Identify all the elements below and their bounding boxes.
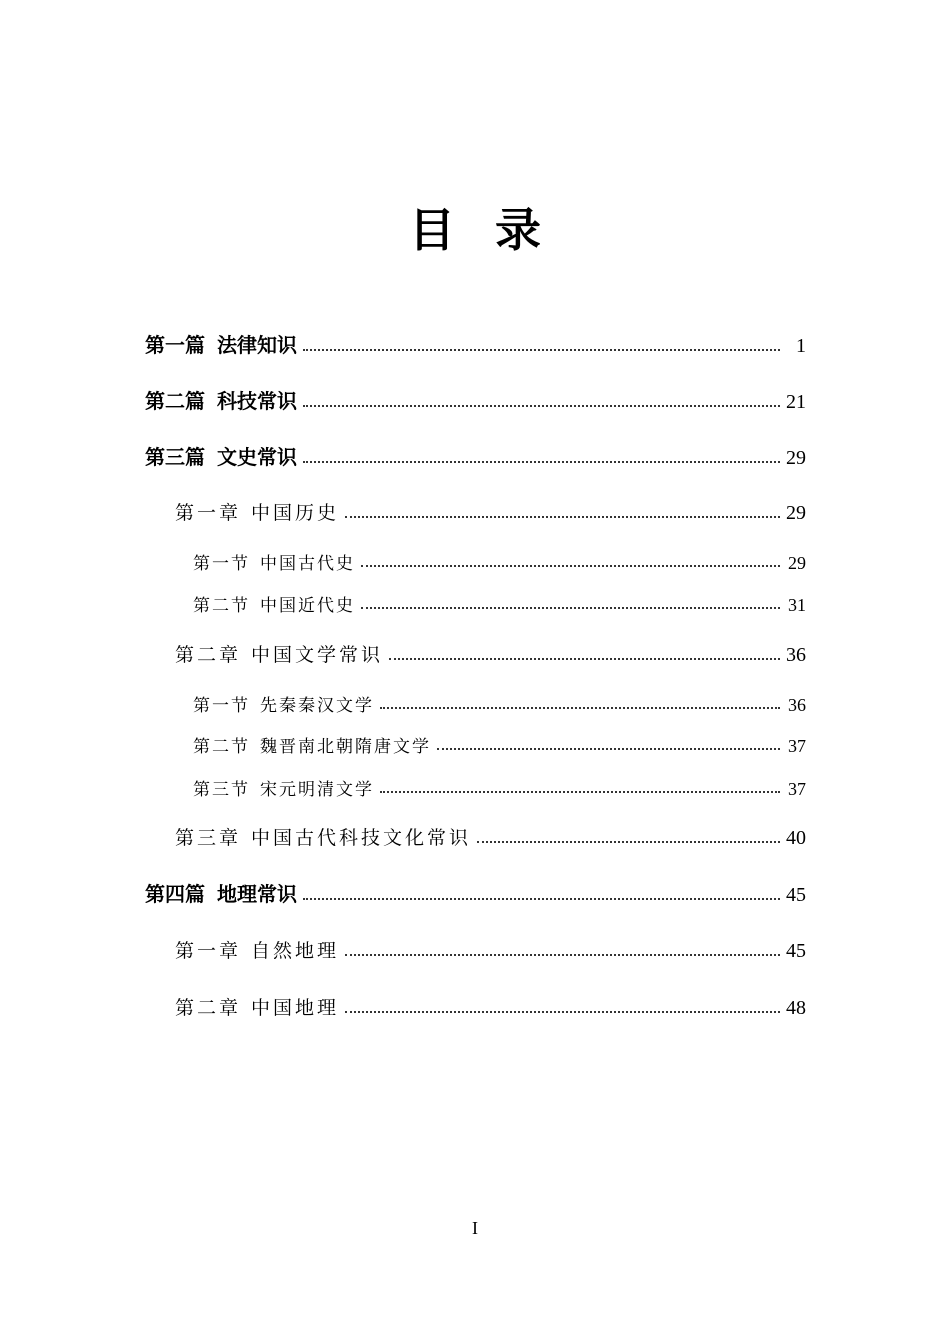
toc-entry-title: 中国古代史: [260, 554, 355, 574]
toc-entry-chapter[interactable]: [175, 992, 806, 1020]
toc-entry-page: 29: [786, 447, 806, 469]
toc-entry-title: 宋元明清文学: [260, 780, 374, 800]
toc-entry-title: 自然地理: [251, 940, 340, 962]
toc-entry-title: 地理常识: [217, 882, 297, 906]
toc-entry-page: 29: [788, 553, 806, 573]
toc-entry-prefix: 第一节: [193, 696, 250, 716]
toc-entry-part[interactable]: [145, 384, 806, 414]
toc-entry-part[interactable]: [145, 440, 806, 470]
toc-entry-page: 48: [786, 997, 806, 1019]
toc-entry-label: [193, 732, 431, 757]
toc-entry-title: 法律知识: [217, 333, 297, 357]
toc-entry-prefix: 第一篇: [145, 333, 205, 357]
page-title: 目录: [409, 203, 581, 257]
toc-entry-section[interactable]: [193, 731, 806, 757]
toc-dot-leader: [345, 954, 780, 956]
toc-entry-prefix: 第二节: [193, 596, 250, 616]
toc-entry-title: 中国地理: [251, 997, 340, 1019]
toc-entry-prefix: 第一节: [193, 554, 250, 574]
toc-entry-page: 45: [786, 940, 806, 962]
toc-entry-part[interactable]: [145, 328, 806, 358]
toc-entry-section[interactable]: [193, 548, 806, 574]
toc-entry-title: 文史常识: [217, 445, 297, 469]
toc-entry-section[interactable]: [193, 774, 806, 800]
toc-entry-page: 37: [788, 736, 806, 756]
toc-entry-label: [193, 549, 355, 574]
toc-entry-label: [175, 498, 339, 525]
toc-entry-page: 31: [788, 595, 806, 615]
toc-entry-label: [193, 775, 374, 800]
toc-entry-title: 先秦秦汉文学: [260, 696, 374, 716]
toc-entry-label: [175, 640, 383, 667]
toc-entry-section[interactable]: [193, 690, 806, 716]
toc-dot-leader: [303, 898, 780, 900]
toc-dot-leader: [380, 707, 780, 709]
toc-entry-chapter[interactable]: [175, 822, 806, 850]
toc-entry-prefix: 第二章: [175, 644, 242, 666]
toc-entry-label: [145, 441, 297, 470]
toc-entry-chapter[interactable]: [175, 497, 806, 525]
toc-entry-prefix: 第三章: [175, 827, 242, 849]
toc-dot-leader: [361, 565, 780, 567]
toc-entry-label: [145, 878, 297, 907]
toc-entry-prefix: 第一章: [175, 940, 242, 962]
toc-entry-label: [145, 329, 297, 358]
toc-entry-title: 中国文学常识: [251, 644, 384, 666]
toc-entry-chapter[interactable]: [175, 639, 806, 667]
toc-entry-title: 中国历史: [251, 502, 340, 524]
page-number: I: [472, 1218, 478, 1238]
toc-dot-leader: [437, 748, 780, 750]
toc-entry-title: 魏晋南北朝隋唐文学: [260, 737, 431, 757]
toc-entry-page: 37: [788, 779, 806, 799]
toc-entry-chapter[interactable]: [175, 935, 806, 963]
toc-entry-section[interactable]: [193, 590, 806, 616]
toc-entry-label: [175, 993, 339, 1020]
toc-entry-prefix: 第四篇: [145, 882, 205, 906]
toc-dot-leader: [389, 658, 780, 660]
toc-dot-leader: [380, 791, 780, 793]
toc-dot-leader: [361, 607, 780, 609]
toc-entry-prefix: 第三节: [193, 780, 250, 800]
toc-entry-page: 21: [786, 391, 806, 413]
toc-entry-title: 科技常识: [217, 389, 297, 413]
toc-entry-prefix: 第二节: [193, 737, 250, 757]
toc-entry-label: [175, 936, 339, 963]
toc-entry-prefix: 第二篇: [145, 389, 205, 413]
toc-entry-prefix: 第二章: [175, 997, 242, 1019]
toc-entry-title: 中国古代科技文化常识: [251, 827, 472, 849]
toc-entry-prefix: 第一章: [175, 502, 242, 524]
toc-dot-leader: [303, 405, 780, 407]
toc-entry-page: 36: [786, 644, 806, 666]
toc-entry-page: 29: [786, 502, 806, 524]
toc-entry-label: [193, 691, 374, 716]
toc-dot-leader: [345, 516, 780, 518]
toc-entry-label: [175, 823, 471, 850]
toc-dot-leader: [477, 841, 780, 843]
toc-entry-page: 36: [788, 695, 806, 715]
toc-entry-label: [145, 385, 297, 414]
toc-dot-leader: [303, 349, 780, 351]
toc-entry-page: 45: [786, 884, 806, 906]
toc-entry-title: 中国近代史: [260, 596, 355, 616]
toc-dot-leader: [345, 1011, 780, 1013]
toc-entry-page: 40: [786, 827, 806, 849]
toc-entry-label: [193, 591, 355, 616]
toc-dot-leader: [303, 461, 780, 463]
toc-entry-part[interactable]: [145, 877, 806, 907]
toc-entry-page: 1: [796, 335, 806, 357]
toc-entry-prefix: 第三篇: [145, 445, 205, 469]
